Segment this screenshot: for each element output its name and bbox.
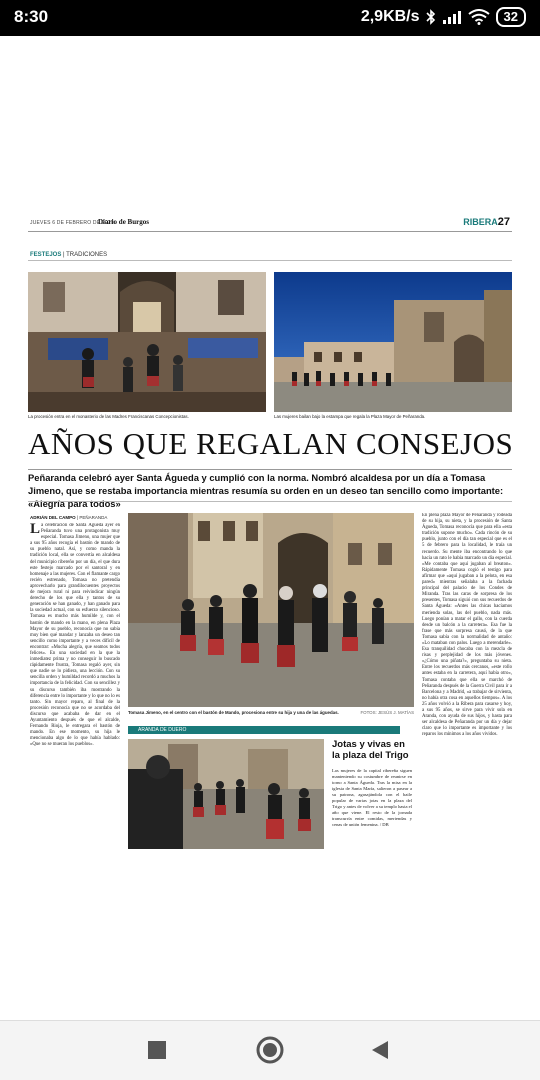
byline-place: PEÑARANDA (79, 515, 108, 520)
photo-tomasa-procession (128, 513, 414, 707)
photo-plaza-mayor-dance (274, 272, 512, 412)
section-rule (28, 260, 512, 261)
home-circle-icon (256, 1036, 284, 1064)
article-headline: AÑOS QUE REGALAN CONSEJOS (28, 426, 514, 461)
wifi-icon (468, 9, 490, 25)
section-tag-primary: FESTEJOS (30, 252, 62, 258)
column-1-text: a celebración de Santa Águeda ayer en Peñaranda tuvo una protagonista muy especial. Tomasa Jimeno, una mujer que a sus 95 años recogía el bastón de mando de su pueblo natal. Así, y como manda la tradición local, ella se convertía en alcaldesa del municipio ribereño por un día, el que dura este festejo marcado por el santoral y en homenaje a las mujeres. Con el flamante cargo recién estrenado, Tomasa no pretendía aprovecharlo para grandilocuentes proyectos de mejora rural ni para reivindicar ningún derecho de los que ella y tantos de su generación se han ganado, y han ganado para la sociedad actual, con su esfuerzo silencioso. Tomasa es mucho más humilde y, con el bastón de mando en la mano, en plena Plaza Mayor de su pueblo, reconocía que no sabía muy bien qué mandar y lanzaba un deseo tan sencillo como importante y a veces difícil de encontrar: «Mucha alegría, que seamos todos felices». En una sociedad en la que la inmediatez prima y no conseguir lo buscado rápidamente frustra, Tomasa regaló ayer, sin que nadie se lo pidiera, una lección. Con su sencilla orden y humildad recordó a muchos la importancia de la felicidad. Con su sencillez y su discurso también iba mostrando la diferencia entre lo importante y lo que no lo es tanto. Sin mayor reparo, al final de la procesión reconocía que no se acordaba del discurso que acababa de dar en el Ayuntamiento después de que el alcalde, Fernando Rioja, le entregara el bastón de mando. En ese momento, su hija le mencionaba algo de lo que había hablado: «Que no se mueran los pueblos». (30, 523, 120, 748)
main-photo-credit: FOTOS: JESÚS J. MATÍAS (360, 710, 414, 715)
recents-button[interactable] (142, 1035, 172, 1065)
battery-icon: 32 (496, 7, 526, 27)
column-3-text: En plena plaza Mayor de Peñaranda y rodeada de su hija, su nieta, y la procesión de Santa Águeda, Tomasa reconocía que para ella «esta tradición supone mucho». Cada rincón de su pueblo, junto con el día tan especial que es el 5 de febrero para la localidad, le traía un recuerdo. Su mente iba encontrando lo que hacía un rato le había marcado un día especial. «Me contaba que aquí jugaban al breaton». Rápidamente Tomasa cogió el testigo para afirmar que «aquí jugaban a la pelota, en esa pared» mientras señalaba a la fachada principal del palacio de los Condes de Miranda. Tras las caras de sorpresa de los presentes, Tomasa siguió con sus recuerdos de Santa Águeda: «Antes las chicas hacíamos merienda solas, las del pueblo, nada más. Luego ponían a matar el gallo, con la cuerda desde un balcón a la carretera». Esa fue la frase que más sorpresa causó, de la que Tomasa sabía con la normalidad de antaño: «Lo mataban con palos. Luego a merendarle». Esa tranquilidad chocaba con la mezcla de risas y perplejidad de los más jóvenes. «¿Cómo una piñata?», preguntaba su nieta. Entre los recuerdos más cercanos, «este rollo antes estaba en la carretera, aquí había otro», Tomasa contaba que ella se marchó de Peñaranda después de la Guerra Civil para ir a Barcelona y a Madrid, «a trabajar de sirvienta, no había otra cosa en aquellos tiempos». A los 25 años volvió a la Ribera para casarse y hoy, a sus 95 años, se sirve para vivir sola en Aranda, con ayuda de sus hijos, y hasta para ser alcaldesa de Peñaranda por un día y dejar claro que lo importante es importante y los reparos los mínimos a los años vividos. (422, 513, 512, 738)
subhead-rule (28, 501, 512, 502)
byline-author: ADRIÁN DEL CAMPO (30, 515, 76, 520)
photo-procession-monastery (28, 272, 266, 412)
navigation-bar (0, 1020, 540, 1080)
photo-aranda-plaza (128, 739, 324, 849)
masthead (28, 214, 512, 232)
section-name: RIBERA (463, 217, 498, 227)
back-button[interactable] (365, 1035, 395, 1065)
signal-icon (442, 10, 462, 24)
byline: ADRIÁN DEL CAMPO | PEÑARANDA (30, 515, 108, 520)
status-time: 8:30 (14, 7, 49, 26)
article-subheadline: Peñaranda celebró ayer Santa Águeda y cumplió con la norma. Nombró alcaldesa por un día a Tomasa Jimeno, que se restaba importancia mientras resumía su orden en un deseo tan sencillo como importante: «Alegría para todos» (28, 472, 504, 509)
dropcap: L (30, 523, 41, 537)
masthead-section (463, 216, 510, 228)
back-triangle-icon (371, 1040, 389, 1060)
masthead-paper-name: Diario de Burgos (98, 218, 149, 226)
page-number: 27 (497, 216, 510, 228)
box-text: Las mujeres de la capital ribereña siguen manteniendo su costumbre de reunirse en torno a Santa Águeda. Tras la misa en la iglesia de Santa María, salieron a pasear a su patrona, agasajándola con el baile popular de varias jotas en la plaza del Trigo y antes de volver a su templo hasta el año que viene. El resto de la jornada transcurría entre comidas, meriendas y cenas de unión femenina. / DB (332, 768, 412, 827)
network-speed: 2,9KB/s (360, 8, 420, 25)
article-column-3 (422, 513, 512, 853)
status-indicators (361, 7, 526, 27)
main-photo-caption (128, 710, 414, 716)
home-button[interactable] (255, 1035, 285, 1065)
photo-caption-left: La procesión entra en el monasterio de las Madres Franciscanas Concepcionistas. (28, 414, 189, 419)
bluetooth-icon (426, 9, 436, 25)
box-headline: Jotas y vivas en la plaza del Trigo (332, 739, 409, 761)
box-section-label: ARANDA DE DUERO (128, 726, 400, 734)
headline-rule (28, 469, 512, 470)
main-photo-caption-text: Tomasa Jimeno, en el centro con el bastón de Mando, procesiona entre su hija y una de las águedas. (128, 710, 339, 715)
section-tag-secondary: TRADICIONES (66, 252, 108, 258)
recents-square-icon (148, 1041, 166, 1059)
photo-caption-right: Las mujeres bailan bajo la estampa que regala la Plaza Mayor de Peñaranda. (274, 414, 426, 419)
section-tag: FESTEJOS | TRADICIONES (30, 252, 108, 258)
article-column-1 (30, 523, 120, 853)
status-bar (0, 0, 540, 36)
masthead-date: JUEVES 6 DE FEBRERO DE 2020 (30, 220, 114, 226)
newspaper-page (28, 214, 514, 854)
